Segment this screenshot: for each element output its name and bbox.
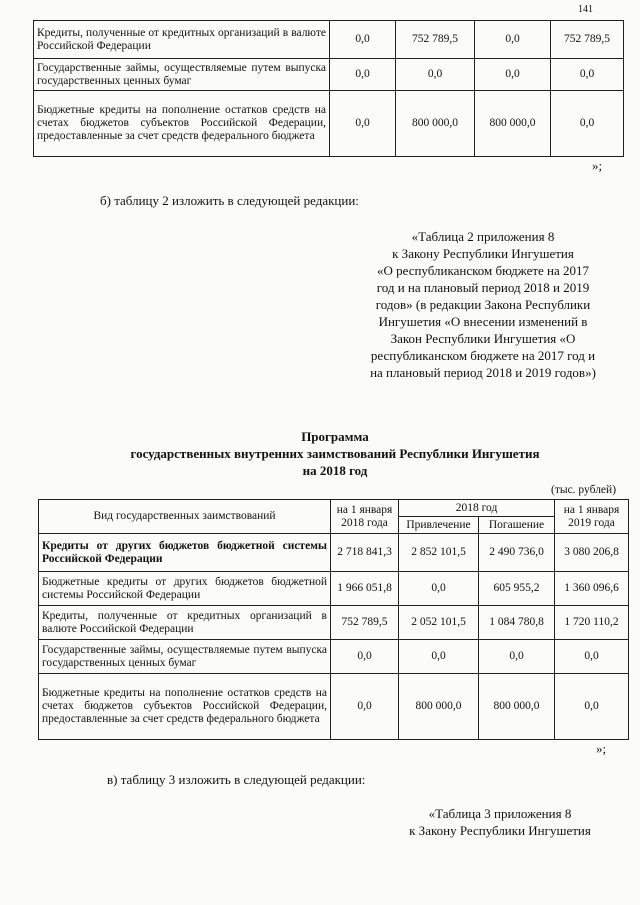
cell-value: 1 084 780,8	[479, 606, 555, 640]
top-table	[33, 20, 624, 157]
units-label: (тыс. рублей)	[551, 484, 617, 496]
table-row	[34, 91, 624, 157]
table-row	[39, 534, 629, 572]
cell-value: 3 080 206,8	[555, 534, 629, 572]
header-row	[39, 500, 629, 517]
cell-value: 0,0	[330, 91, 396, 157]
table-row	[34, 21, 624, 59]
cell-value: 0,0	[399, 572, 479, 606]
cell-value: 2 052 101,5	[399, 606, 479, 640]
row-label: Бюджетные кредиты на пополнение остатков средств на счетах бюджетов субъектов Российской Федерации, предоставленные за счет средств федерального бюджета	[34, 91, 330, 157]
program-title	[40, 428, 630, 479]
table-row	[39, 572, 629, 606]
cell-value: 2 490 736,0	[479, 534, 555, 572]
table-2-reference	[338, 228, 628, 381]
program-title-line: Программа	[301, 429, 369, 444]
reference-line: «Таблица 3 приложения 8	[428, 806, 572, 821]
cell-value: 0,0	[555, 674, 629, 740]
cell-value: 2 718 841,3	[331, 534, 399, 572]
cell-value: 800 000,0	[475, 91, 551, 157]
reference-line: к Закону Республики Ингушетия	[392, 246, 574, 261]
table-row	[34, 59, 624, 91]
cell-value: 0,0	[399, 640, 479, 674]
row-label: Кредиты от других бюджетов бюджетной системы Российской Федерации	[39, 534, 331, 572]
table-closing-quote: »;	[592, 158, 603, 173]
cell-value: 800 000,0	[479, 674, 555, 740]
table-row	[39, 674, 629, 740]
header-attract: Привлечение	[399, 517, 479, 534]
cell-value: 605 955,2	[479, 572, 555, 606]
cell-value: 2 852 101,5	[399, 534, 479, 572]
program-title-line: на 2018 год	[302, 463, 368, 478]
cell-value: 0,0	[396, 59, 475, 91]
borrowings-table	[38, 499, 629, 740]
cell-value: 1 966 051,8	[331, 572, 399, 606]
cell-value: 1 720 110,2	[555, 606, 629, 640]
reference-line: «Таблица 2 приложения 8	[411, 229, 555, 244]
cell-value: 0,0	[555, 640, 629, 674]
cell-value: 0,0	[475, 21, 551, 59]
header-jan1-2019: на 1 января 2019 года	[555, 500, 629, 534]
cell-value: 0,0	[475, 59, 551, 91]
cell-value: 0,0	[330, 59, 396, 91]
reference-line: к Закону Республики Ингушетия	[409, 823, 591, 838]
reference-line: год и на плановый период 2018 и 2019	[376, 280, 590, 295]
cell-value: 0,0	[551, 91, 624, 157]
header-kind: Вид государственных заимствований	[39, 500, 331, 534]
reference-line: Ингушетия «О внесении изменений в	[378, 314, 588, 329]
cell-value: 752 789,5	[331, 606, 399, 640]
cell-value: 800 000,0	[399, 674, 479, 740]
row-label: Бюджетные кредиты на пополнение остатков средств на счетах бюджетов субъектов Российской Федерации, предоставленные за счет средств федерального бюджета	[39, 674, 331, 740]
table-row	[39, 606, 629, 640]
table-closing-quote: »;	[596, 741, 607, 756]
cell-value: 0,0	[331, 640, 399, 674]
cell-value: 1 360 096,6	[555, 572, 629, 606]
program-title-line: государственных внутренних заимствований Республики Ингушетия	[130, 446, 540, 461]
cell-value: 752 789,5	[396, 21, 475, 59]
cell-value: 0,0	[479, 640, 555, 674]
cell-value: 752 789,5	[551, 21, 624, 59]
row-label: Кредиты, полученные от кредитных организаций в валюте Российской Федерации	[39, 606, 331, 640]
row-label: Бюджетные кредиты от других бюджетов бюджетной системы Российской Федерации	[39, 572, 331, 606]
header-repay: Погашение	[479, 517, 555, 534]
header-year: 2018 год	[399, 500, 555, 517]
instruction-v: в) таблицу 3 изложить в следующей редакции:	[107, 772, 366, 787]
cell-value: 0,0	[330, 21, 396, 59]
reference-line: на плановый период 2018 и 2019 годов»)	[370, 365, 596, 380]
cell-value: 0,0	[551, 59, 624, 91]
instruction-b: б) таблицу 2 изложить в следующей редакции:	[100, 193, 359, 208]
row-label: Кредиты, полученные от кредитных организаций в валюте Российской Федерации	[34, 21, 330, 59]
reference-line: годов» (в редакции Закона Республики	[375, 297, 591, 312]
reference-line: республиканском бюджете на 2017 год и	[370, 348, 596, 363]
page-number: 141	[578, 4, 593, 15]
row-label: Государственные займы, осуществляемые путем выпуска государственных ценных бумаг	[34, 59, 330, 91]
table-3-reference	[385, 805, 615, 839]
reference-line: Закон Республики Ингушетия «О	[390, 331, 576, 346]
header-jan1-2018: на 1 января 2018 года	[331, 500, 399, 534]
table-row	[39, 640, 629, 674]
row-label: Государственные займы, осуществляемые путем выпуска государственных ценных бумаг	[39, 640, 331, 674]
cell-value: 800 000,0	[396, 91, 475, 157]
cell-value: 0,0	[331, 674, 399, 740]
reference-line: «О республиканском бюджете на 2017	[376, 263, 590, 278]
